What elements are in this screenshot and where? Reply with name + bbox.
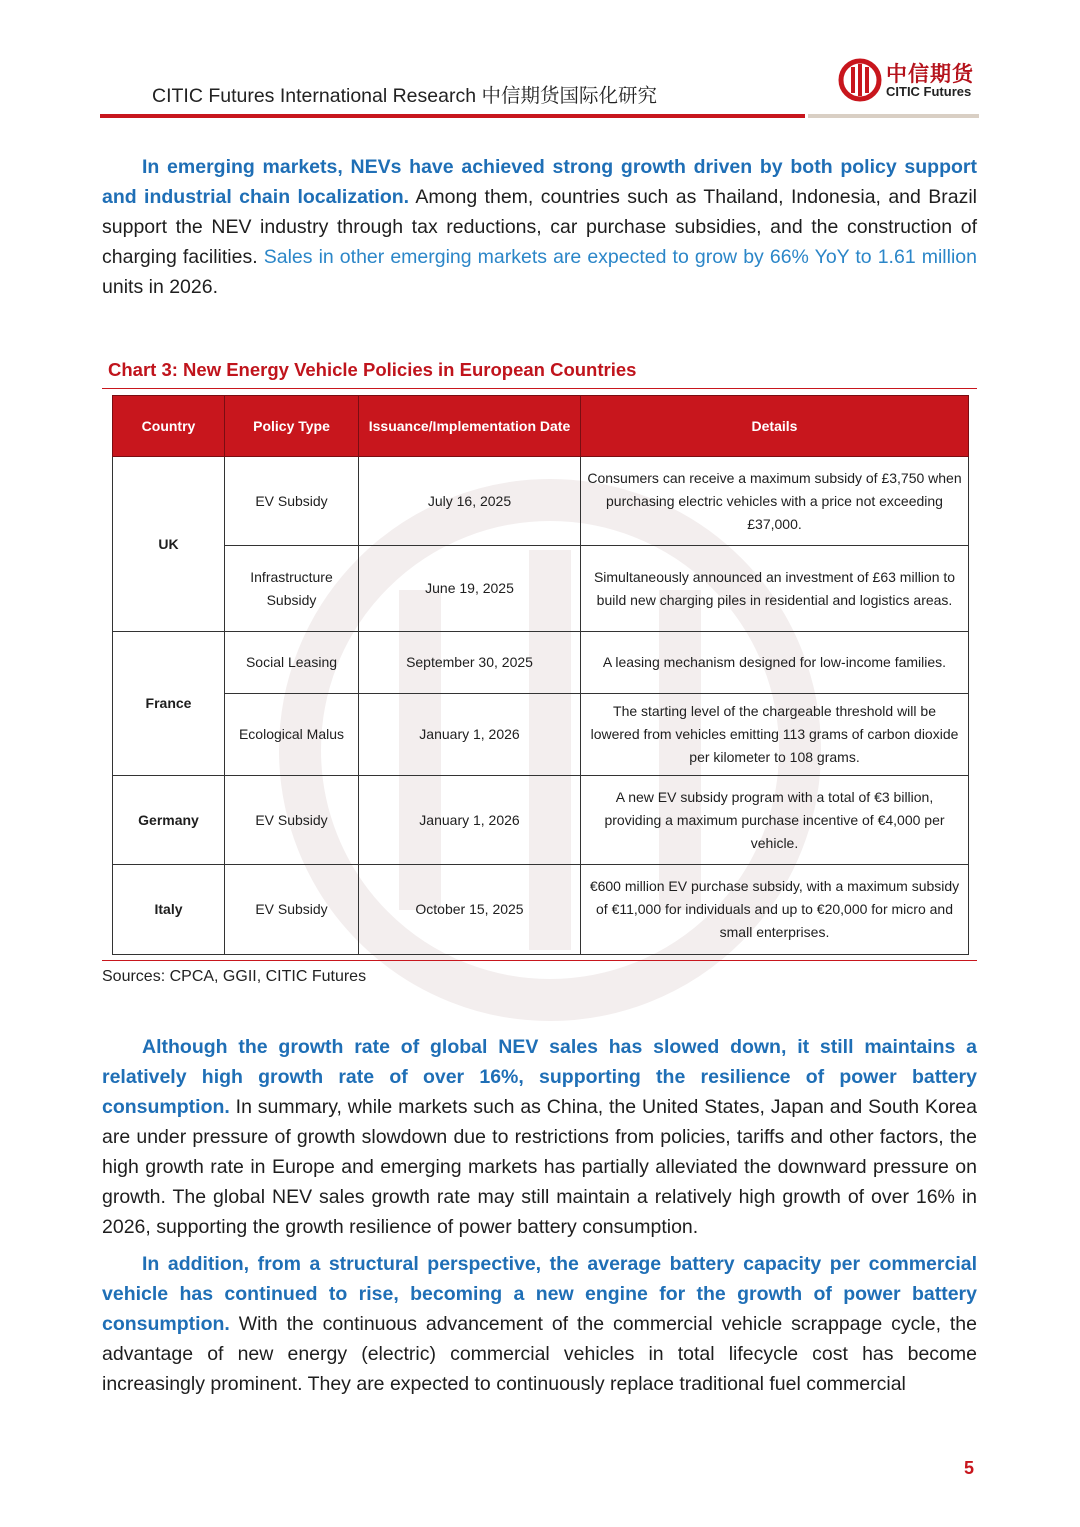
table-row [113,457,969,546]
table-row [113,546,969,632]
table-header-row [113,396,969,457]
para2-body: In summary, while markets such as China, the United States, Japan and South Korea are under pressure of growth slowdown due to restrictions from policies, tariffs and other factors, the high growth rate in Europe and emerging markets has partially alleviated the downward pressure on growth. The global NEV sales growth rate may still maintain a relatively high growth of over 16% in 2026, supporting the growth resilience of power battery consumption. [102,1096,977,1238]
country-cell: Germany [113,776,225,865]
details-cell: €600 million EV purchase subsidy, with a maximum subsidy of €11,000 for individuals and up to €20,000 for micro and small enterprises. [581,865,969,955]
date-cell: January 1, 2026 [359,776,581,865]
paragraph-commercial-vehicles [102,1249,977,1399]
chart-top-rule [102,388,977,389]
date-cell: September 30, 2025 [359,632,581,694]
details-cell: Consumers can receive a maximum subsidy of £3,750 when purchasing electric vehicles with a price not exceeding £37,000. [581,457,969,546]
header-country: Country [113,396,225,457]
paragraph-global-growth [102,1032,977,1242]
paragraph-emerging-markets [102,152,977,302]
para3-bold: In addition, from a structural perspective, the average battery capacity per commercial vehicle has continued to rise, becoming a new engine for the growth of power battery consumption. [102,1253,977,1335]
country-cell: UK [113,457,225,632]
para1-bold: In emerging markets, NEVs have achieved strong growth driven by both policy support and industrial chain localization. [102,156,977,208]
country-cell: Italy [113,865,225,955]
chart-title: Chart 3: New Energy Vehicle Policies in European Countries [108,359,637,380]
table-row [113,776,969,865]
table-row [113,865,969,955]
details-cell: The starting level of the chargeable threshold will be lowered from vehicles emitting 113 grams of carbon dioxide per kilometer to 108 grams. [581,694,969,776]
policy-cell: Social Leasing [225,632,359,694]
para3-body: With the continuous advancement of the commercial vehicle scrappage cycle, the advantage of new energy (electric) commercial vehicles in total lifecycle cost has become increasingly prominent. They are expected to continuously replace traditional fuel commercial [102,1313,977,1395]
citic-logo-icon [838,58,882,102]
date-cell: October 15, 2025 [359,865,581,955]
details-cell: Simultaneously announced an investment of £63 million to build new charging piles in residential and logistics areas. [581,546,969,632]
policy-cell: Ecological Malus [225,694,359,776]
citic-logo [838,58,988,104]
country-cell: France [113,632,225,776]
para2-bold: Although the growth rate of global NEV sales has slowed down, it still maintains a relatively high growth rate of over 16%, supporting the resilience of power battery consumption. [102,1036,977,1118]
policy-cell: Infrastructure Subsidy [225,546,359,632]
logo-english-text: CITIC Futures [886,84,972,99]
para1-tail: units in 2026. [102,276,219,298]
header-rule [100,114,805,118]
policy-cell: EV Subsidy [225,457,359,546]
policy-cell: EV Subsidy [225,865,359,955]
header-details: Details [581,396,969,457]
policy-cell: EV Subsidy [225,776,359,865]
chart-bottom-rule [102,960,977,961]
date-cell: January 1, 2026 [359,694,581,776]
date-cell: July 16, 2025 [359,457,581,546]
table-row [113,632,969,694]
policy-table [112,395,969,955]
header-date: Issuance/Implementation Date [359,396,581,457]
details-cell: A leasing mechanism designed for low-income families. [581,632,969,694]
header-title: CITIC Futures International Research 中信期货国际化研究 [152,85,657,107]
logo-chinese-text: 中信期货 [886,62,974,86]
page-number: 5 [964,1458,975,1478]
header-rule-accent [808,114,979,118]
para1-highlight: Sales in other emerging markets are expected to grow by 66% YoY to 1.61 million [263,246,977,268]
date-cell: June 19, 2025 [359,546,581,632]
details-cell: A new EV subsidy program with a total of €3 billion, providing a maximum purchase incentive of €4,000 per vehicle. [581,776,969,865]
table-row [113,694,969,776]
para1-body: Among them, countries such as Thailand, Indonesia, and Brazil support the NEV industry through tax reductions, car purchase subsidies, and the construction of charging facilities. [102,186,978,268]
sources-note: Sources: CPCA, GGII, CITIC Futures [102,968,367,985]
header-policy-type: Policy Type [225,396,359,457]
